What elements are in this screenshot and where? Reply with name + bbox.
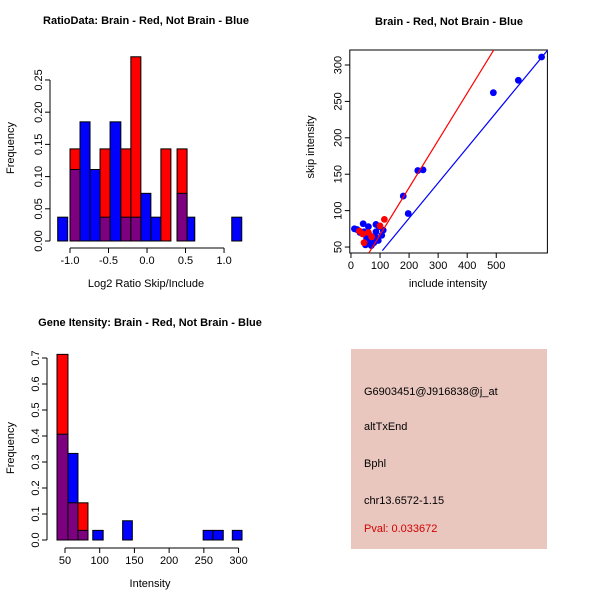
histogram-overlap-bar: [68, 503, 78, 540]
y-tick-label: 0.3: [29, 454, 42, 470]
y-tick-label: 200: [332, 128, 345, 147]
y-tick-label: 0.05: [32, 198, 45, 220]
gene-info-panel: [351, 349, 547, 549]
histogram-bar: [141, 193, 151, 241]
y-tick-label: 0.15: [32, 133, 45, 156]
data-point-red: [381, 216, 388, 223]
x-axis-label: include intensity: [408, 278, 488, 290]
ratio-histogram-panel: [0, 0, 300, 300]
gene-intensity-histogram-panel: [0, 300, 300, 600]
data-point-red: [377, 223, 384, 230]
data-point-blue: [490, 89, 497, 96]
histogram-bar: [187, 217, 195, 241]
histogram-bar: [213, 530, 223, 540]
x-axis-label: Log2 Ratio Skip/Include: [87, 278, 205, 290]
chart-title: Brain - Red, Not Brain - Blue: [375, 16, 523, 28]
y-axis-label: skip intensity: [305, 115, 317, 179]
histogram-bar: [90, 170, 100, 241]
scatter-chart: [300, 0, 600, 300]
y-tick-label: 0.1: [29, 506, 42, 522]
histogram-bar: [151, 217, 161, 241]
x-tick-label: 300: [229, 555, 248, 567]
chart-title: RatioData: Brain - Red, Not Brain - Blue: [43, 15, 249, 27]
data-point-red: [368, 233, 375, 240]
histogram-bars: [57, 354, 242, 540]
x-tick-label: 500: [487, 260, 506, 272]
y-tick-label: 0.5: [29, 402, 42, 418]
histogram-bar: [131, 57, 141, 241]
intensity-scatter-panel: [300, 0, 600, 300]
x-tick-label: 0: [347, 260, 355, 272]
x-tick-label: 150: [125, 555, 144, 567]
x-tick-label: 250: [194, 555, 214, 567]
y-tick-label: 0.6: [29, 376, 42, 392]
y-tick-label: 50: [332, 240, 345, 254]
gene-symbol-text: Bphl: [364, 458, 387, 470]
x-tick-label: 200: [399, 260, 419, 272]
y-tick-label: 0.0: [29, 532, 42, 548]
histogram-overlap-bar: [121, 217, 131, 241]
x-tick-label: -1.0: [60, 255, 80, 267]
histogram-bar: [232, 217, 242, 241]
histogram-overlap-bar: [177, 193, 187, 241]
x-tick-label: 100: [370, 260, 390, 272]
y-axis-label: Frequency: [5, 422, 17, 474]
x-axis-label: Intensity: [129, 578, 171, 590]
histogram-bars: [58, 57, 242, 241]
y-tick-label: 0.00: [32, 230, 45, 252]
x-tick-label: 50: [58, 555, 72, 567]
data-point-blue: [365, 223, 372, 230]
y-tick-label: 0.25: [32, 69, 45, 91]
pval-text: Pval: 0.033672: [364, 523, 438, 535]
y-tick-label: 150: [332, 165, 345, 184]
x-tick-label: 400: [458, 260, 477, 272]
x-tick-label: 100: [90, 555, 109, 567]
fit-line-not_brain: [382, 50, 548, 251]
hist_ratio-chart: [0, 0, 300, 300]
histogram-bar: [80, 122, 90, 241]
histogram-overlap-bar: [57, 434, 68, 540]
x-tick-label: 0.5: [177, 255, 194, 267]
histogram-bar: [58, 217, 68, 241]
y-tick-label: 0.7: [29, 350, 42, 366]
points-not-brain: [351, 54, 545, 249]
splice-type-text: altTxEnd: [364, 421, 408, 433]
histogram-bar: [93, 530, 103, 540]
chart-title: Gene Itensity: Brain - Red, Not Brain - Blue: [38, 317, 262, 329]
histogram-bar: [123, 521, 133, 540]
y-tick-label: 300: [332, 55, 345, 75]
histogram-overlap-bar: [70, 170, 80, 241]
histogram-bar: [161, 149, 171, 241]
x-tick-label: 0.0: [139, 255, 155, 267]
y-tick-label: 0.10: [32, 165, 45, 188]
x-tick-label: 300: [428, 260, 448, 272]
histogram-overlap-bar: [78, 530, 88, 540]
histogram-bar: [110, 122, 121, 241]
y-axis-label: Frequency: [5, 122, 17, 174]
hist_intensity-chart: [0, 300, 300, 600]
x-tick-label: -0.5: [99, 255, 118, 267]
y-tick-label: 0.20: [32, 101, 45, 123]
y-tick-label: 100: [332, 201, 345, 220]
histogram-overlap-bar: [131, 217, 141, 241]
histogram-bar: [203, 530, 213, 540]
chromosome-location-text: chr13.6572-1.15: [364, 495, 445, 507]
x-tick-label: 1.0: [216, 255, 232, 267]
data-point-red: [361, 239, 368, 246]
x-tick-label: 200: [159, 555, 179, 567]
y-tick-label: 250: [332, 92, 345, 111]
histogram-overlap-bar: [100, 217, 110, 241]
probe-id-text: G6903451@J916838@j_at: [364, 386, 498, 398]
y-tick-label: 0.2: [29, 480, 42, 496]
histogram-bar: [232, 530, 242, 540]
fit-line-brain: [369, 50, 494, 253]
y-tick-label: 0.4: [29, 428, 42, 444]
data-point-red: [359, 231, 366, 238]
